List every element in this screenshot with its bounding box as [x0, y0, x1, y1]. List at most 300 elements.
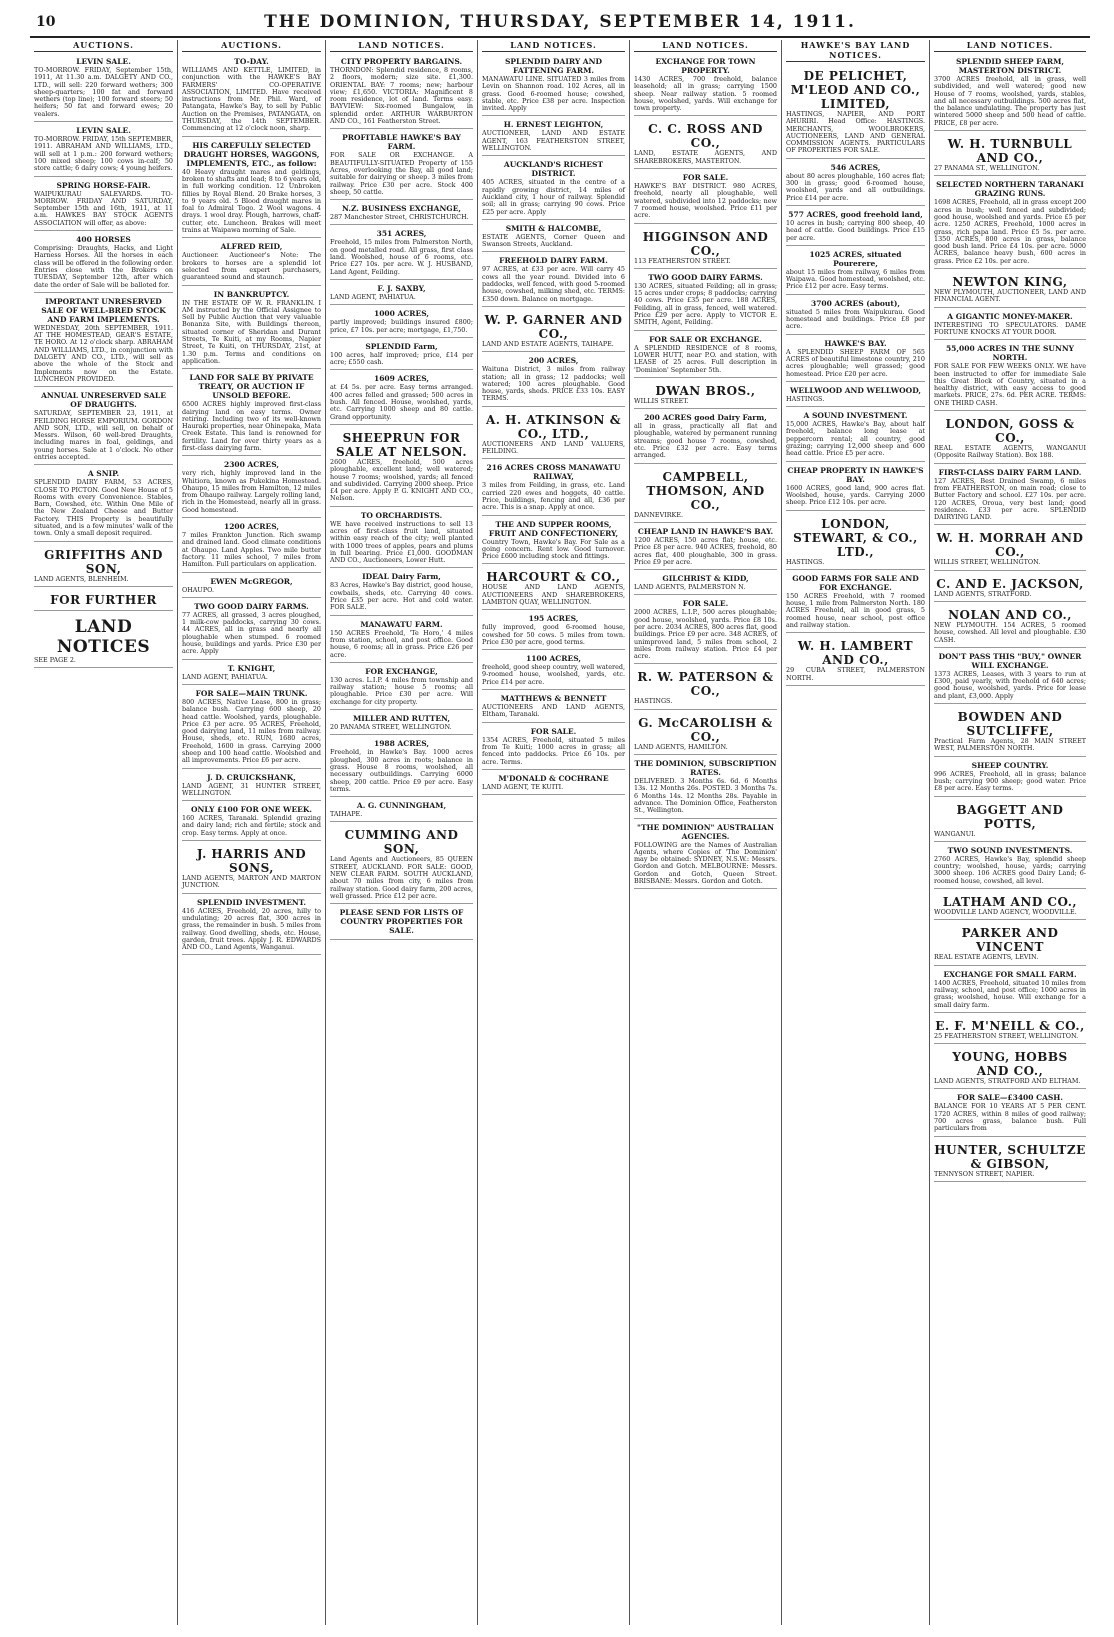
- advertisement: [182, 458, 321, 518]
- advertisement: [34, 124, 173, 176]
- advertisement: [786, 337, 925, 382]
- ad-title: J. HARRIS AND SONS,: [196, 847, 307, 876]
- ad-title: IMPORTANT UNRESERVED SALE OF WELL-BRED STOCK AND FARM IMPLEMENTS.: [41, 296, 166, 324]
- ad-title: 577 ACRES, good freehold land,: [788, 209, 923, 219]
- ad-title: THE DOMINION, SUBSCRIPTION RATES.: [634, 759, 777, 778]
- ad-body: THORNDON: Splendid residence, 8 rooms, 2 floors, modern; size site. £1,300. ORIENTAL BAY: 7 rooms; new; harbour view; £1,650. VICTORIA: Magnificent 8 room residence, lot of land. Terms easy. BAYVIEW: Six-roomed Bungalow, in splendid order. ARTHUR WARBURTON AND CO., 161 Featherston Street.: [330, 66, 473, 126]
- ad-body: 100 acres, half improved; price, £14 per acre; £550 cash.: [330, 350, 473, 367]
- ad-body: 83 Acres, Hawke's Bay district, good house, cowbails, sheds, etc. Carrying 40 cows. Price £35 per acre. Hot and cold water. FOR SALE.: [330, 581, 473, 612]
- ad-body: FOR SALE OR EXCHANGE. A BEAUTIFULLY-SITUATED Property of 155 Acres, overlooking the Bay, all good land; suitable for dairying or sheep. 3 miles from railway. Price £30 per acre. Stock 400 sheep, 50 cattle.: [330, 151, 473, 196]
- ad-title: 195 ACRES,: [528, 614, 579, 624]
- ad-body: 1354 ACRES, Freehold, situated 5 miles from Te Kuiti; 1000 acres in grass; all fenced into paddocks. Price £6 10s. per acre. Terms.: [482, 735, 625, 766]
- advertisement: [634, 333, 777, 378]
- column-heading: LAND NOTICES.: [330, 40, 473, 52]
- advertisement: [482, 222, 625, 253]
- ad-title: PLEASE SEND FOR LISTS OF COUNTRY PROPERTIES FOR SALE.: [339, 908, 464, 936]
- advertisement: [934, 133, 1086, 176]
- ad-body: 3700 ACRES freehold, all in grass, well subdivided, and well watered; good new House of 7 rooms, woolshed, yards, stables, and all necessary outbuildings. 500 acres flat, the balance undulating. The property has just wintered 5000 sheep and 500 head of cattle. PRICE, £8 per acre.: [934, 75, 1086, 127]
- ad-title: A. H. ATKINSON & CO., LTD.,: [485, 412, 622, 441]
- ad-body: WEDNESDAY, 20th SEPTEMBER, 1911. AT THE HOMESTEAD, GEAR'S ESTATE, TE HORO. At 12 o'clock sharp. ABRAHAM AND WILLIAMS, LTD., in conjunction with DALGETY AND CO., LTD., will sell as above the whole of the Stock and Implements now on the Estate. LUNCHEON PROVIDED.: [34, 323, 173, 383]
- ad-body: 15,000 ACRES, Hawke's Bay, about half freehold, balance long lease at peppercorn rental; all country, good grazing; carrying 12,000 sheep and 600 head cattle. Price £5 per acre.: [786, 420, 925, 458]
- advertisement: [934, 1139, 1086, 1182]
- page-number: 10: [36, 14, 56, 30]
- ad-title: W. P. GARNER AND CO.,: [484, 312, 623, 341]
- ad-title: N.Z. BUSINESS EXCHANGE,: [341, 204, 462, 214]
- ad-title: TO ORCHARDISTS.: [360, 510, 443, 520]
- ad-body: Country Town, Hawke's Bay. For Sale as a going concern. Rent low. Good turnover. Price £600 including stock and fittings.: [482, 537, 625, 561]
- ad-body: A SPLENDID SHEEP FARM OF 565 ACRES of beautiful limestone country, 210 acres ploughable; well grassed; good homestead. Price £20 per acre.: [786, 347, 925, 378]
- ad-body: 127 ACRES, Best Drained Swamp, 6 miles from FEATHERSTON, on main road; close to Butter Factory and school. £27 10s. per acre. 120 ACRES, Oroua, very best land; good residence. £33 per acre. SPLENDID DAIRYING LAND.: [934, 476, 1086, 522]
- newspaper-page: [30, 10, 1090, 1625]
- advertisement: [182, 687, 321, 769]
- ad-title: LAND FOR SALE BY PRIVATE TREATY, OR AUCTION IF UNSOLD BEFORE.: [189, 373, 314, 401]
- ad-title: 1100 ACRES,: [526, 654, 581, 664]
- ad-title: TWO GOOD DAIRY FARMS.: [648, 272, 763, 282]
- column-5: [630, 40, 782, 1625]
- ad-title: 2300 ACRES,: [224, 460, 279, 470]
- ad-body: WILLIAMS AND KETTLE, LIMITED, in conjunction with the HAWKE'S BAY FARMERS' CO-OPERATIVE ASSOCIATION, LIMITED. Have received instructions from Mr. Phil. Ward, of Patangata, Hawke's Bay, to sell by Public Auction on the Premises, PATANGATA, on THURSDAY, the 14th SEPTEMBER. Commencing at 12 o'clock noon, sharp.: [182, 66, 321, 133]
- ad-title: 1200 ACRES,: [224, 522, 279, 532]
- ad-body: Waituna District, 3 miles from railway station; all in grass; 12 paddocks; well watered; 100 acres ploughable. Good house, yards, sheds. PRICE £33 10s. EASY TERMS.: [482, 365, 625, 403]
- ad-body: 20 PANAMA STREET, WELLINGTON.: [330, 723, 452, 732]
- advertisement: [182, 371, 321, 456]
- advertisement: [934, 55, 1086, 131]
- column-1: [30, 40, 178, 1625]
- ad-body: FOLLOWING are the Names of Australian Agents, where Copies of 'The Dominion' may be obtained: SYDNEY, N.S.W.: Messrs. Gordon and Gotch. MELBOURNE: Messrs. Gordon and Gotch, Queen Street. BRISBANE: Messrs. Gordon and Gotch.: [634, 840, 777, 886]
- ad-body: 1200 ACRES, 150 acres flat; house, etc. Price £8 per acre. 940 ACRES, freehold, 80 acres flat, 400 ploughable, 300 in grass. Price £9 per acre.: [634, 535, 777, 566]
- ad-body: AUCTIONEERS AND LAND AGENTS, Eltham, Taranaki.: [482, 703, 625, 719]
- advertisement: [934, 310, 1086, 341]
- ad-body: 97 ACRES, at £33 per acre. Will carry 45 cows all the year round. Divided into 6 paddocks, well fenced, with good 5-roomed house, cowshed, milking shed, etc. TERMS: £350 down. Balance on mortgage.: [482, 265, 625, 303]
- ad-body: HOUSE AND LAND AGENTS, AUCTIONEERS AND SHAREBROKERS, LAMBTON QUAY, WELLINGTON.: [482, 583, 625, 606]
- advertisement: [330, 307, 473, 338]
- ad-title: F. J. SAXBY,: [377, 283, 426, 293]
- ad-title: A SOUND INVESTMENT.: [803, 411, 908, 421]
- ad-title: 216 ACRES CROSS MANAWATU RAILWAY,: [486, 463, 621, 482]
- ad-body: LAND AND ESTATE AGENTS, TAIHAPE.: [482, 339, 614, 348]
- ad-body: fully improved, good 6-roomed house, cowshed for 50 cows. 5 miles from town. Price £30 per acre, good terms.: [482, 623, 625, 646]
- advertisement: [934, 650, 1086, 704]
- advertisement: [182, 520, 321, 572]
- column-6: [782, 40, 930, 1625]
- ad-title: FOR SALE.: [682, 599, 729, 609]
- ad-body: SPLENDID DAIRY FARM, 53 ACRES, CLOSE TO PICTON. Good New House of 5 Rooms with every Convenience. Stables, Barn, Cowshed, etc. Within One Mile of the New Zealand Cheese and Butter Factory. THIS Property is beautifully situated, and is a few minutes' walk of the town. Only a small deposit required.: [34, 478, 173, 538]
- advertisement: [330, 202, 473, 225]
- ad-title: FOR SALE OR EXCHANGE.: [649, 334, 762, 344]
- advertisement: [634, 118, 777, 169]
- ad-title: SPRING HORSE-FAIR.: [56, 180, 151, 190]
- advertisement: [330, 131, 473, 200]
- ad-body: AUCTIONEER, LAND AND ESTATE AGENT, 163 FEATHERSTON STREET, WELLINGTON.: [482, 129, 625, 153]
- advertisement: [634, 171, 777, 223]
- ad-title: WELLWOOD AND WELLWOOD,: [789, 385, 922, 395]
- ad-body: 150 ACRES Freehold, 'Te Horo,' 4 miles from station, school, and post office. Good house, 6 rooms; all in grass. Price £26 per acre.: [330, 628, 473, 659]
- ad-body: BALANCE FOR 10 YEARS AT 5 PER CENT. 1720 ACRES, within 8 miles of good railway; 700 acres grass, balance bush. Full particulars from: [934, 1102, 1086, 1133]
- ad-title: SPLENDID SHEEP FARM, MASTERTON DISTRICT.: [955, 57, 1065, 75]
- ad-title: W. H. TURNBULL AND CO.,: [947, 137, 1073, 166]
- ad-title: MILLER AND RUTTEN,: [352, 714, 451, 724]
- ad-title: SELECTED NORTHERN TARANAKI GRAZING RUNS.: [936, 180, 1084, 199]
- ad-title: DON'T PASS THIS "BUY," OWNER WILL EXCHANGE.: [938, 651, 1082, 670]
- ad-title: LAND NOTICES: [56, 616, 151, 657]
- ad-body: WILLIS STREET, WELLINGTON.: [934, 558, 1041, 567]
- ad-title: EWEN McGREGOR,: [210, 576, 293, 586]
- ad-body: REAL ESTATE AGENTS, WANGANUI (Opposite Railway Station). Box 188.: [934, 444, 1086, 460]
- ad-body: AUCTIONEERS AND LAND VALUERS, FEILDING.: [482, 439, 625, 456]
- ad-title: MATTHEWS & BENNETT: [500, 694, 607, 704]
- advertisement: [34, 467, 173, 541]
- ad-title: HAWKE'S BAY.: [824, 338, 887, 348]
- advertisement: [934, 466, 1086, 526]
- ad-title: BOWDEN AND SUTCLIFFE,: [957, 710, 1063, 739]
- advertisement: [482, 409, 625, 460]
- advertisement: [482, 692, 625, 723]
- ad-title: SMITH & HALCOMBE,: [505, 223, 602, 233]
- ad-title: 55,000 ACRES IN THE SUNNY NORTH.: [945, 344, 1075, 363]
- ad-body: LAND AGENTS, PALMERSTON N.: [634, 583, 746, 592]
- column-heading: LAND NOTICES.: [934, 40, 1086, 52]
- ad-body: LAND AGENT, PAHIATUA.: [182, 672, 268, 681]
- advertisement: [34, 589, 173, 611]
- ad-body: LAND AGENTS, BLENHEIM.: [34, 574, 129, 583]
- ad-body: Auctioneer. Auctioneer's Note: The brokers to horses are a splendid lot selected from expert purchasers, guaranteed sound and staunch.: [182, 251, 321, 282]
- ad-body: TO-MORROW. FRIDAY, September 15th, 1911, At 11.30 a.m. DALGETY AND CO., LTD., will sell: 220 forward wethers; 300 sheep-quarters; 100 fat and forward wethers (top line); 100 forward steers; 50 heifers; 50 fat and forward ewes; 20 vealers.: [34, 66, 173, 118]
- ad-body: 3 miles from Feilding, in grass, etc. Land carried 220 ewes and hoggets, 40 cattle. Price, buildings, fencing and all, £36 per acre. This is a snap. Apply at once.: [482, 481, 625, 512]
- ad-title: IDEAL Dairy Farm,: [362, 572, 441, 582]
- advertisement: [330, 427, 473, 507]
- ad-body: 405 ACRES, situated in the centre of a rapidly growing district, 14 miles of Auckland city, 1 hour of railway. Splendid soil; all in grass; carrying 90 cows. Price £25 per acre. Apply: [482, 178, 625, 216]
- ad-title: SPLENDID INVESTMENT.: [196, 897, 307, 907]
- ad-body: 2600 ACRES, freehold, 500 acres ploughable, excellent land; well watered; house 7 rooms; woolshed, yards; all fenced and subdivided. Carrying 2000 sheep. Price £4 per acre. Apply P. G. KNIGHT AND CO., Nelson.: [330, 457, 473, 503]
- column-3: [326, 40, 478, 1625]
- ad-body: Freehold, in Hawke's Bay. 1000 acres ploughed, 300 acres in roots; balance in grass. House 8 rooms, woolshed, all necessary outbuildings. Carrying 6000 sheep, 200 cattle. Price £9 per acre. Easy terms.: [330, 748, 473, 793]
- ad-title: LONDON, GOSS & CO.,: [945, 417, 1075, 446]
- ad-title: GOOD FARMS FOR SALE AND FOR EXCHANGE.: [792, 573, 919, 592]
- advertisement: [634, 411, 777, 463]
- ad-body: LAND AGENTS, HAMILTON.: [634, 742, 728, 751]
- advertisement: [482, 118, 625, 156]
- ad-body: situated 5 miles from Waipukurau. Good homestead and buildings. Price £8 per acre.: [786, 307, 925, 331]
- ad-body: 113 FEATHERSTON STREET.: [634, 256, 731, 265]
- ad-title: CHEAP LAND IN HAWKE'S BAY.: [637, 526, 774, 536]
- ad-body: Land Agents and Auctioneers, 85 QUEEN STREET, AUCKLAND. FOR SALE: GOOD, NEW CLEAR FARM. SOUTH AUCKLAND, about 70 miles from city, 6 miles from railway station. Good dairy farm, 200 acres, well grassed. Price £12 per acre.: [330, 855, 473, 900]
- ad-title: SPLENDID DAIRY AND FATTENING FARM.: [504, 57, 602, 75]
- ad-title: LONDON, STEWART, & CO., LTD.,: [793, 516, 918, 559]
- ad-title: FOR SALE—£3400 CASH.: [956, 1093, 1064, 1103]
- ad-title: ALFRED REID,: [220, 242, 283, 252]
- advertisement: [34, 544, 173, 587]
- ad-title: MANAWATU FARM.: [360, 619, 443, 629]
- ad-title: FOR SALE—MAIN TRUNK.: [195, 688, 308, 698]
- advertisement: [482, 772, 625, 795]
- ad-title: TO-DAY.: [234, 57, 269, 66]
- ad-title: EXCHANGE FOR TOWN PROPERTY.: [655, 57, 756, 75]
- ad-body: all in grass, practically all flat and ploughable, watered by permanent running streams; good house 7 rooms, cowshed, etc. Price £32 per acre. Easy terms arranged.: [634, 422, 777, 460]
- ad-body: TO-MORROW. FRIDAY, 15th SEPTEMBER, 1911. ABRAHAM AND WILLIAMS, LTD., will sell at 1 p.m.: 200 forward wethers; 100 mixed sheep; 100 cows in-calf; 50 store cattle; 6 dairy cows; 4 young heifers.: [34, 135, 173, 173]
- ad-title: 1609 ACRES,: [374, 374, 429, 384]
- advertisement: [330, 55, 473, 129]
- ad-body: 29 CUBA STREET, PALMERSTON NORTH.: [786, 666, 925, 682]
- ad-body: LAND AGENT, 31 HUNTER STREET, WELLINGTON.: [182, 781, 321, 797]
- advertisement: [482, 566, 625, 610]
- ad-title: FIRST-CLASS DAIRY FARM LAND.: [938, 467, 1082, 477]
- advertisement: [182, 240, 321, 285]
- advertisement: [786, 65, 925, 159]
- column-heading: LAND NOTICES.: [482, 40, 625, 52]
- advertisement: [330, 570, 473, 615]
- ad-body: NEW PLYMOUTH. 154 ACRES, 5 roomed house, cowshed. All level and ploughable. £30 CASH.: [934, 620, 1086, 644]
- ad-title: FOR SALE.: [682, 173, 729, 183]
- advertisement: [934, 604, 1086, 648]
- advertisement: [182, 55, 321, 137]
- ad-title: 400 HORSES: [76, 235, 131, 245]
- advertisement: [330, 372, 473, 424]
- advertisement: [934, 891, 1086, 920]
- ad-body: 1600 ACRES, good land, 900 acres flat. Woolshed, house, yards. Carrying 2000 sheep. Price £12 10s. per acre.: [786, 483, 925, 507]
- advertisement: [786, 513, 925, 570]
- ad-body: HAWKE'S BAY DISTRICT. 980 ACRES, freehold, nearly all ploughable, well watered, subdivided into 12 paddocks; new 7 roomed house, woolshed. Price £11 per acre.: [634, 182, 777, 220]
- ad-body: DANNEVIRKE.: [634, 510, 684, 519]
- ad-title: ONLY £100 FOR ONE WEEK.: [190, 805, 313, 815]
- advertisement: [634, 466, 777, 523]
- ad-title: HARCOURT & CO.,: [486, 570, 621, 585]
- advertisement: [34, 55, 173, 122]
- advertisement: [934, 844, 1086, 889]
- ad-body: Comprising: Draughts, Hacks, and Light Harness Horses. All the horses in each class will be offered in the following order. Entries close with the Brokers on TUESDAY, September 12th, after which date the order of Sale will be balloted for.: [34, 244, 173, 289]
- ad-body: about 15 miles from railway, 6 miles from Waipawa. Good homestead, woolshed, etc. Price £12 per acre. Easy terms.: [786, 267, 925, 291]
- advertisement: [330, 282, 473, 305]
- advertisement: [482, 55, 625, 116]
- advertisement: [182, 139, 321, 239]
- ad-body: 130 acres. L.I.P. 4 miles from township and railway station; house 5 rooms; all ploughable. Price £30 per acre. Will exchange for city property.: [330, 675, 473, 706]
- ad-title: A. G. CUNNINGHAM,: [356, 801, 447, 811]
- ad-body: 6500 ACRES highly improved first-class dairying land on easy terms. Owner retiring. Including two of its well-known Hauraki properties, near Ohinepaka, Mata Creek Estate. This land is renowned for fertility. Land for over thirty years as a first-class dairying farm.: [182, 400, 321, 452]
- advertisement: [634, 757, 777, 818]
- ad-title: NEWTON KING,: [952, 275, 1068, 290]
- advertisement: [330, 665, 473, 710]
- ad-body: WANGANUI.: [934, 829, 976, 838]
- ad-body: Freehold, 15 miles from Palmerston North, on good metalled road. All grass, first class land. Woolshed, house of 6 rooms, etc. Price £27 10s. per acre. W. J. HUSBAND, Land Agent, Feilding.: [330, 238, 473, 276]
- ad-body: HASTINGS.: [786, 394, 825, 403]
- advertisement: [482, 254, 625, 306]
- ad-title: CAMPBELL, THOMSON, AND CO.,: [646, 469, 765, 512]
- column-4: [478, 40, 630, 1625]
- column-heading: AUCTIONS.: [34, 40, 173, 52]
- ad-title: THE AND SUPPER ROOMS, FRUIT AND CONFECTIONERY,: [488, 519, 619, 538]
- ad-title: LATHAM AND CO.,: [942, 895, 1078, 910]
- ad-title: CHEAP PROPERTY IN HAWKE'S BAY.: [787, 465, 924, 484]
- advertisement: [182, 662, 321, 685]
- advertisement: [786, 208, 925, 246]
- ad-body: 40 Heavy draught mares and geldings, broken to shafts and lead; 8 to 6 years old, in full working condition. 12 Unbroken fillies by Royal Blend. 20 Brake horses, 3 to 9 years old. 5 Blood draught mares in foal to Admiral Togo. 2 Wool wagons. 4 drays. 1 wool dray. Plough, harrows, chaff-cutter, etc. Luncheon. Brakes will meet trains at Waipawa morning of Sale.: [182, 167, 321, 235]
- advertisement: [482, 725, 625, 770]
- ad-body: Practical Farm Agents, 28 MAIN STREET WEST, PALMERSTON NORTH.: [934, 737, 1086, 753]
- ad-body: DELIVERED. 3 Months 6s. 6d. 6 Months 13s. 12 Months 26s. POSTED. 3 Months 7s. 6 Months 14s. 12 Months 28s. Payable in advance. The Dominion Office, Featherston St., Wellington.: [634, 777, 777, 815]
- advertisement: [934, 178, 1086, 269]
- advertisement: [182, 771, 321, 802]
- ad-title: FOR EXCHANGE,: [365, 666, 438, 676]
- advertisement: [330, 509, 473, 569]
- advertisement: [634, 226, 777, 269]
- ad-body: 1430 ACRES, 700 freehold, balance leasehold; all in grass; carrying 1500 sheep. Near railway station. 5 roomed house, woolshed, yards. Will exchange for town property.: [634, 75, 777, 113]
- ad-title: SPLENDID Farm,: [365, 341, 438, 351]
- ad-title: EXCHANGE FOR SMALL FARM.: [943, 969, 1077, 979]
- advertisement: [182, 600, 321, 660]
- ad-body: 1373 ACRES, Leases, with 3 years to run at £300, paid yearly, with freehold of 640 acres; good house, woolshed, yards. Price for lease and plant, £3,000. Apply: [934, 669, 1086, 700]
- ad-title: J. D. CRUICKSHANK,: [207, 772, 296, 782]
- advertisement: [786, 297, 925, 335]
- advertisement: [634, 666, 777, 709]
- ad-body: MANAWATU LINE. SITUATED 3 miles from Levin on Shannon road. 102 Acres, all in grass. Good 6-roomed house; cowshed, stable, etc. Price £38 per acre. Inspection invited. Apply: [482, 75, 625, 113]
- advertisement: [786, 384, 925, 407]
- ad-title: E. F. M'NEILL & CO.,: [935, 1018, 1085, 1033]
- ad-title: PARKER AND VINCENT: [961, 926, 1059, 955]
- ad-body: 416 ACRES, Freehold, 20 acres, hilly to undulating; 20 acres flat, 300 acres in grass, the remainder in bush. 5 miles from railway. Good dwelling, sheds, etc. House, garden, fruit trees. Apply J. R. EDWARDS AND CO., Land Agents, Wanganui.: [182, 906, 321, 952]
- advertisement: [634, 597, 777, 664]
- advertisement: [934, 706, 1086, 757]
- ad-title: 351 ACRES,: [376, 229, 427, 239]
- ad-body: NEW PLYMOUTH, AUCTIONEER, LAND AND FINANCIAL AGENT.: [934, 288, 1086, 304]
- advertisement: [934, 573, 1086, 602]
- ad-body: 160 ACRES, Taranaki. Splendid grazing and dairy land; rich and fertile; stock and crop. Easy terms. Apply at once.: [182, 814, 321, 837]
- advertisement: [482, 309, 625, 352]
- ad-body: 996 ACRES, Freehold, all in grass; balance bush; carrying 900 sheep; good water. Price £8 per acre. Easy terms.: [934, 769, 1086, 793]
- ad-body: 130 ACRES, situated Feilding; all in grass; 15 acres under crops; 8 paddocks; carrying 40 cows. Price £35 per acre. 188 ACRES, Feilding, all in grass, fenced, well watered. Price £29 per acre. Apply to VICTOR E. SMITH, Agent, Feilding.: [634, 281, 777, 327]
- ad-title: SHEEP COUNTRY.: [971, 760, 1049, 770]
- ad-title: 3700 ACRES (about),: [811, 298, 900, 308]
- columns-container: [30, 40, 1090, 1625]
- ad-title: DE PELICHET, M'LEOD AND CO., LIMITED,: [790, 69, 921, 111]
- column-heading: LAND NOTICES.: [634, 40, 777, 52]
- advertisement: [34, 389, 173, 465]
- ad-title: DWAN BROS.,: [655, 383, 756, 398]
- column-2: [178, 40, 326, 1625]
- ad-body: LAND AGENT, PAHIATUA.: [330, 292, 416, 301]
- ad-body: HASTINGS.: [786, 557, 825, 566]
- advertisement: [634, 525, 777, 570]
- ad-body: freehold, good sheep country, well watered, 9-roomed house, woolshed, yards, etc. Price £14 per acre.: [482, 663, 625, 686]
- advertisement: [182, 896, 321, 956]
- advertisement: [934, 1046, 1086, 1089]
- ad-body: LAND AGENTS, STRATFORD AND ELTHAM.: [934, 1077, 1081, 1086]
- ad-body: WOODVILLE LAND AGENCY, WOODVILLE.: [934, 908, 1077, 917]
- advertisement: [182, 843, 321, 894]
- ad-title: R. W. PATERSON & CO.,: [637, 670, 774, 699]
- advertisement: [482, 612, 625, 650]
- ad-title: LEVIN SALE.: [76, 126, 131, 136]
- advertisement: [330, 906, 473, 940]
- ad-title: AUCKLAND'S RICHEST DISTRICT.: [503, 160, 604, 179]
- advertisement: [934, 968, 1086, 1013]
- ad-body: 1400 ACRES, Freehold, situated 10 miles from railway, school, and post office; 1000 acres in grass; woolshed, house. Will exchange for a small dairy farm.: [934, 978, 1086, 1009]
- ad-title: NOLAN AND CO.,: [948, 607, 1072, 622]
- advertisement: [634, 380, 777, 409]
- ad-title: CUMMING AND SON,: [344, 828, 459, 857]
- ad-title: G. McCAROLISH & CO.,: [638, 715, 773, 744]
- ad-body: 10 acres in bush; carrying 800 sheep, 40 head of cattle. Good buildings. Price £15 per acre.: [786, 218, 925, 242]
- ad-title: 1988 ACRES,: [374, 739, 429, 749]
- ad-body: partly improved; buildings insured £800; price, £7 10s. per acre; mortgage, £1,750.: [330, 318, 473, 334]
- ad-body: HASTINGS.: [634, 697, 673, 706]
- ad-body: WILLIS STREET.: [634, 396, 689, 405]
- advertisement: [482, 354, 625, 406]
- ad-title: 200 ACRES good Dairy Farm,: [644, 413, 767, 423]
- ad-body: 2000 ACRES, L.I.P., 500 acres ploughable; good house, woolshed, yards. Price £8 10s. per acre. 2034 ACRES, 800 acres flat, good buildings. Price £9 per acre. 348 ACRES, of unimproved land, 5 miles from school, 2 miles from railway station. Price £4 per acre.: [634, 608, 777, 661]
- ad-title: C. AND E. JACKSON,: [936, 576, 1084, 591]
- ad-body: SATURDAY, SEPTEMBER 23, 1911, at FEILDING HORSE EMPORIUM. GORDON AND SON, LTD., will sell, on behalf of Messrs. Wilson, 60 well-bred Draughts, including mares in foal, geldings, and young horses. Sale at 1 o'clock. No other entries accepted.: [34, 409, 173, 461]
- ad-title: "THE DOMINION" AUSTRALIAN AGENCIES.: [637, 822, 774, 841]
- ad-body: IN THE ESTATE OF W. R. FRANKLIN. I AM instructed by the Official Assignee to Sell by Public Auction that very valuable Bonanza Site, with Buildings thereon, situated corner of Sheridan and Durant Streets, Te Kuiti, at my Rooms, Napier Street, Te Kuiti, on THURSDAY, 21st, at 1.30 p.m. Terms and conditions on application.: [182, 298, 321, 365]
- advertisement: [934, 1015, 1086, 1044]
- advertisement: [634, 821, 777, 890]
- ad-title: 200 ACRES,: [528, 356, 579, 366]
- advertisement: [182, 575, 321, 598]
- advertisement: [330, 737, 473, 797]
- ad-body: LAND AGENTS, MARTON AND MARTON JUNCTION.: [182, 874, 321, 890]
- ad-title: FOR FURTHER: [50, 592, 157, 607]
- ad-body: HASTINGS, NAPIER, AND PORT AHURIRI. Head Office: HASTINGS. MERCHANTS, WOOLBROKERS, AUCTIONEERS, LAND AND GENERAL COMMISSION AGENTS. PARTICULARS OF PROPERTIES FOR SALE.: [786, 110, 925, 155]
- advertisement: [934, 342, 1086, 411]
- advertisement: [330, 340, 473, 371]
- ad-body: WAIPUKURAU SALEYARDS. TO-MORROW. FRIDAY AND SATURDAY, September 15th and 16th, 1911, at 11 a.m. HAWKES BAY STOCK AGENTS ASSOCIATION will offer, as above:: [34, 189, 173, 227]
- ad-body: WE have received instructions to sell 13 acres of first-class fruit land, situated within easy reach of the city; well planted with 1000 trees of apples, pears and plums in full bearing. Price £1,000. GOODMAN AND CO., Auctioneers, Lower Hutt.: [330, 519, 473, 565]
- advertisement: [786, 635, 925, 686]
- ad-title: A GIGANTIC MONEY-MAKER.: [947, 311, 1073, 321]
- advertisement: [330, 227, 473, 279]
- advertisement: [786, 572, 925, 633]
- ad-body: 287 Manchester Street, CHRISTCHURCH.: [330, 213, 469, 222]
- ad-body: 77 ACRES, all grassed, 3 acres ploughed, 1 milk-cow paddocks, carrying 30 cows. 44 ACRES, all in grass and nearly all ploughable when stumped. 6 roomed house, buildings and yards. Price £30 per acre. Apply: [182, 610, 321, 656]
- masthead: THE DOMINION, THURSDAY, SEPTEMBER 14, 1911.: [264, 12, 856, 32]
- ad-title: LEVIN SALE.: [76, 57, 131, 66]
- ad-title: HIS CAREFULLY SELECTED DRAUGHT HORSES, WAGGONS, IMPLEMENTS, ETC., as follow:: [183, 140, 320, 168]
- ad-body: 2760 ACRES, Hawke's Bay, splendid sheep country; woolshed, house, yards; carrying 3000 sheep. 106 ACRES good Dairy Land; 6-roomed house, cowshed, all level.: [934, 854, 1086, 885]
- advertisement: [330, 824, 473, 904]
- advertisement: [934, 1091, 1086, 1136]
- ad-title: SHEEPRUN FOR SALE AT NELSON.: [335, 430, 468, 459]
- advertisement: [482, 461, 625, 515]
- advertisement: [330, 618, 473, 663]
- advertisement: [786, 464, 925, 511]
- advertisement: [330, 799, 473, 822]
- ad-body: about 80 acres ploughable, 160 acres flat; 300 in grass; good 6-roomed house, woolshed, yards and all outbuildings. Price £14 per acre.: [786, 171, 925, 202]
- advertisement: [634, 712, 777, 755]
- advertisement: [786, 161, 925, 206]
- advertisement: [934, 759, 1086, 797]
- ad-title: HIGGINSON AND CO.,: [642, 229, 769, 258]
- advertisement: [330, 712, 473, 735]
- advertisement: [634, 572, 777, 595]
- ad-body: 27 PANAMA ST., WELLINGTON.: [934, 164, 1040, 173]
- ad-body: A SPLENDID RESIDENCE of 8 rooms, LOWER HUTT, near P.O. and station, with LEASE of 25 acres. Full description in 'Dominion' September 5th.: [634, 343, 777, 374]
- ad-body: TAIHAPE.: [330, 810, 363, 819]
- advertisement: [934, 527, 1086, 570]
- ad-title: W. H. LAMBERT AND CO.,: [797, 639, 914, 668]
- column-7: [930, 40, 1090, 1625]
- ad-title: W. H. MORRAH AND CO.,: [936, 531, 1084, 560]
- ad-body: at £4 5s. per acre. Easy terms arranged. 400 acres felled and grassed; 500 acres in bush. All fenced. House, woolshed, yards, etc. Carrying 1000 sheep and 80 cattle. Grand opportunity.: [330, 383, 473, 421]
- ad-body: LAND, ESTATE AGENTS, AND SHAREBROKERS, MASTERTON.: [634, 149, 777, 165]
- ad-title: TWO SOUND INVESTMENTS.: [947, 845, 1073, 855]
- advertisement: [34, 233, 173, 293]
- ad-title: 1025 ACRES, situated Pourerere,: [809, 249, 902, 268]
- advertisement: [934, 922, 1086, 965]
- advertisement: [634, 55, 777, 116]
- ad-title: HUNTER, SCHULTZE & GIBSON,: [934, 1142, 1086, 1171]
- ad-body: very rich, highly improved land in the Whitiora, known as Pukekina Homestead. Ohaupo, 15 miles from Hamilton, 12 miles from Ohaupo railway. Largely rolling land, rich in the Homestead, nearly all in grass. Good homestead.: [182, 469, 321, 514]
- ad-title: ANNUAL UNRESERVED SALE OF DRAUGHTS.: [41, 391, 166, 410]
- advertisement: [182, 288, 321, 370]
